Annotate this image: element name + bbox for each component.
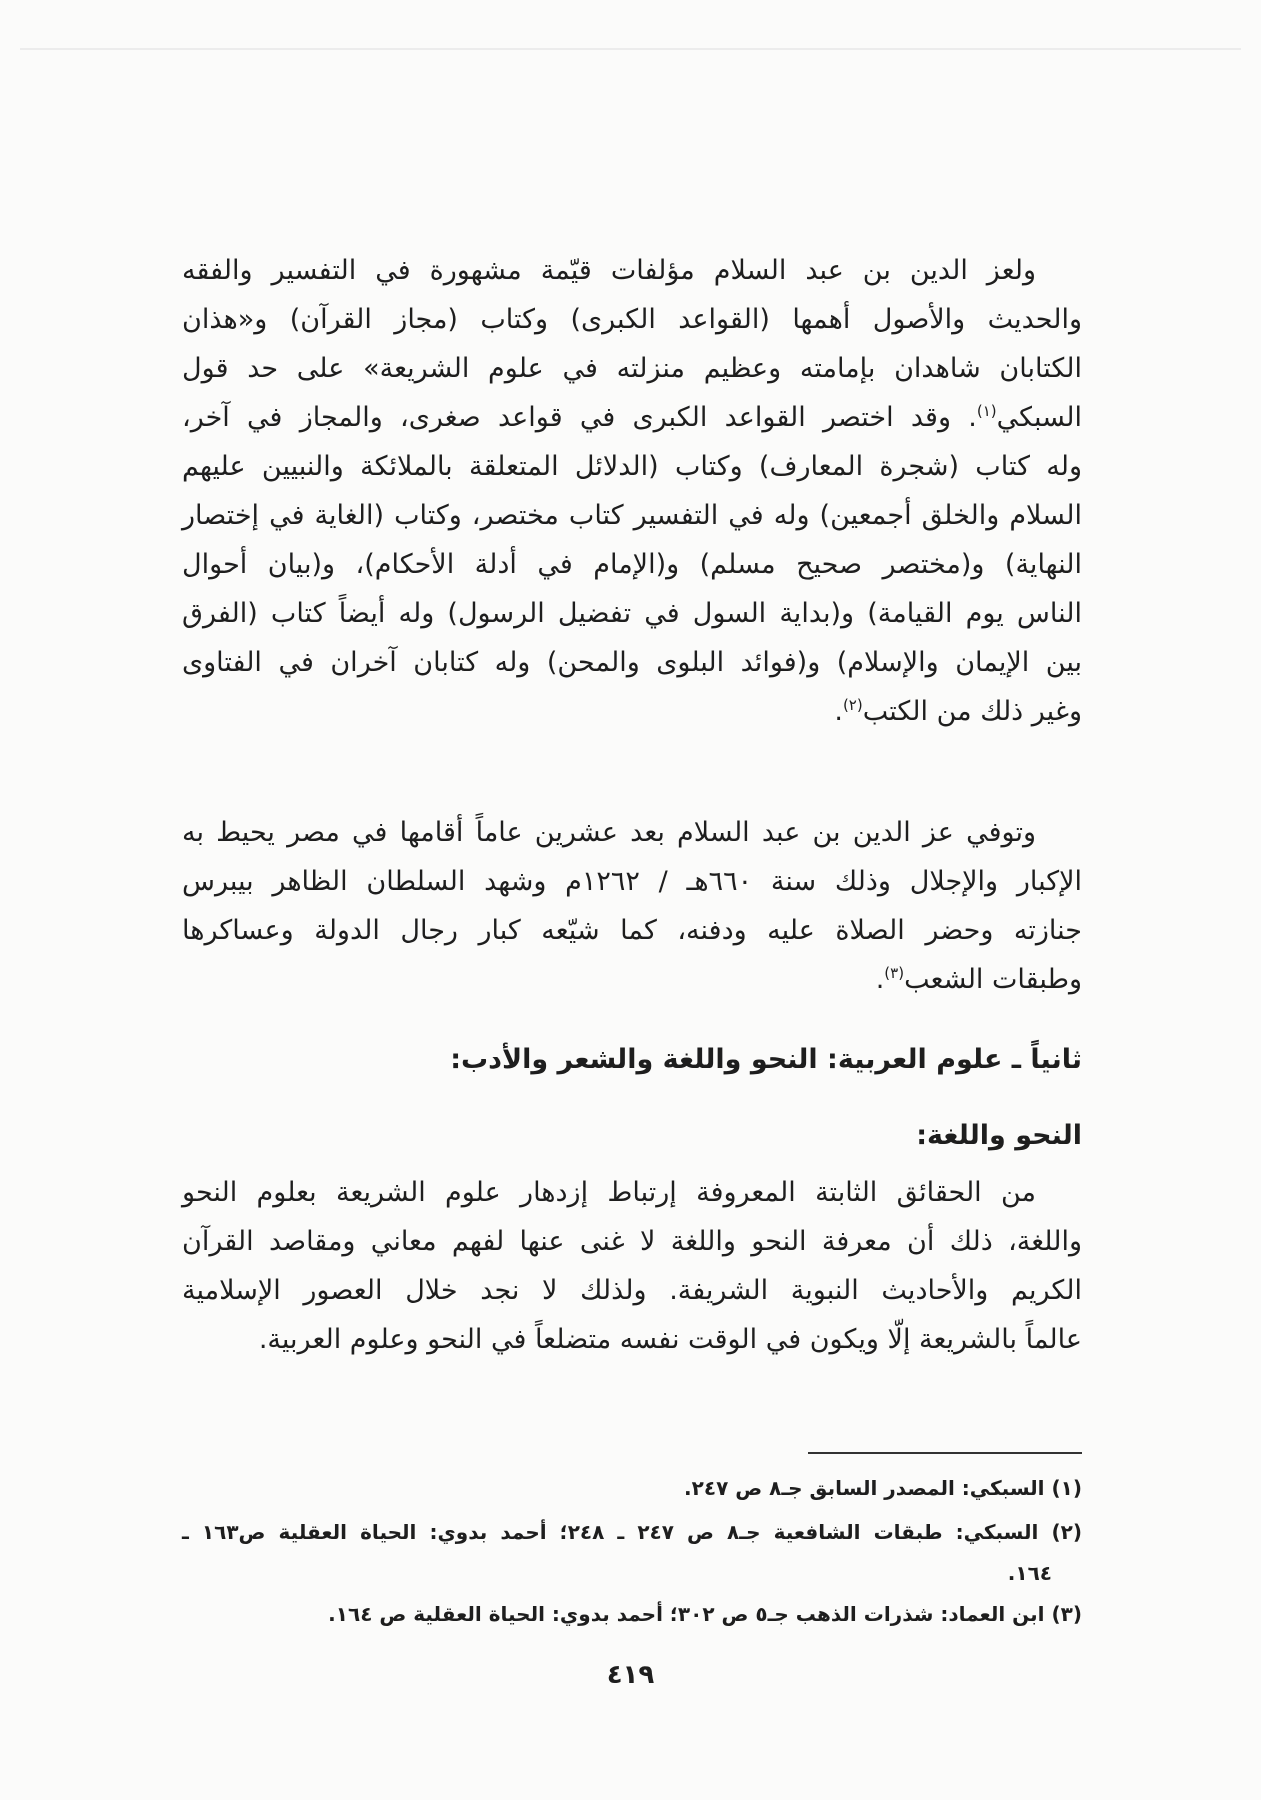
text-line: النهاية) و(مختصر صحيح مسلم) و(الإمام في أدلة الأحكام)، و(بيان أحوال	[182, 549, 1082, 580]
text-line: الإكبار والإجلال وذلك سنة ٦٦٠هـ / ١٢٦٢م وشهد السلطان الظاهر بيبرس	[182, 866, 1082, 897]
text-line: واللغة، ذلك أن معرفة النحو واللغة لا غنى عنها لفهم معاني ومقاصد القرآن	[182, 1226, 1082, 1257]
text-line: بين الإيمان والإسلام) و(فوائد البلوى والمحن) وله كتابان آخران في الفتاوى	[182, 647, 1082, 678]
text-line: الكريم والأحاديث النبوية الشريفة. ولذلك لا نجد خلال العصور الإسلامية	[182, 1275, 1082, 1306]
paragraph-grammar	[182, 1168, 1082, 1364]
text-line	[182, 393, 1082, 442]
footnote-2-continued: ١٦٤.	[1007, 1561, 1052, 1585]
footnote-2: (٢) السبكي: طبقات الشافعية جـ٨ ص ٢٤٧ ـ ٢٤٨؛ أحمد بدوي: الحياة العقلية ص١٦٣ ـ	[182, 1520, 1082, 1544]
footnote-1: (١) السبكي: المصدر السابق جـ٨ ص ٢٤٧.	[684, 1476, 1082, 1500]
text-span: وغير ذلك من الكتب	[862, 696, 1082, 727]
footnote-ref-3[interactable]: (٣)	[884, 964, 905, 982]
text-line: الناس يوم القيامة) و(بداية السول في تفضيل الرسول) وله أيضاً كتاب (الفرق	[182, 598, 1082, 629]
footnotes	[182, 1466, 1082, 1636]
text-span: .	[834, 696, 843, 727]
text-span: السبكي	[996, 402, 1082, 433]
text-span: . وقد اختصر القواعد الكبرى في قواعد صغرى، والمجاز في آخر،	[182, 402, 977, 433]
footnote-ref-1[interactable]: (١)	[976, 402, 997, 420]
text-line: عالماً بالشريعة إلّا ويكون في الوقت نفسه متضلعاً في النحو وعلوم العربية.	[258, 1324, 1082, 1355]
paragraph-death	[182, 808, 1082, 1004]
text-line: وله كتاب (شجرة المعارف) وكتاب (الدلائل المتعلقة بالملائكة والنبيين عليهم	[182, 451, 1082, 482]
footnote-separator	[808, 1452, 1082, 1454]
footnote-ref-2[interactable]: (٢)	[842, 696, 863, 714]
text-line	[182, 687, 1082, 736]
section-heading: ثانياً ـ علوم العربية: النحو واللغة والشعر والأدب:	[450, 1044, 1082, 1075]
text-line: وتوفي عز الدين بن عبد السلام بعد عشرين عاماً أقامها في مصر يحيط به	[182, 817, 1036, 848]
text-line: الكتابان شاهدان بإمامته وعظيم منزلته في علوم الشريعة» على حد قول	[182, 353, 1082, 384]
subsection-heading: النحو واللغة:	[916, 1120, 1082, 1151]
footnote-3: (٣) ابن العماد: شذرات الذهب جـ٥ ص ٣٠٢؛ أحمد بدوي: الحياة العقلية ص ١٦٤.	[328, 1602, 1082, 1626]
text-line: جنازته وحضر الصلاة عليه ودفنه، كما شيّعه كبار رجال الدولة وعساكرها	[182, 915, 1082, 946]
page-number: ٤١٩	[606, 1660, 655, 1690]
text-span: .	[875, 964, 885, 995]
page-edge	[20, 48, 1241, 50]
text-line: السلام والخلق أجمعين) وله في التفسير كتاب مختصر، وكتاب (الغاية في إختصار	[182, 500, 1082, 531]
paragraph-works	[182, 246, 1082, 736]
text-line: ولعز الدين بن عبد السلام مؤلفات قيّمة مشهورة في التفسير والفقه	[182, 255, 1036, 286]
text-span: وطبقات الشعب	[904, 964, 1082, 995]
text-line	[182, 955, 1082, 1004]
text-line: من الحقائق الثابتة المعروفة إرتباط إزدهار علوم الشريعة بعلوم النحو	[182, 1177, 1036, 1208]
text-line: والحديث والأصول أهمها (القواعد الكبرى) وكتاب (مجاز القرآن) و«هذان	[182, 304, 1082, 335]
